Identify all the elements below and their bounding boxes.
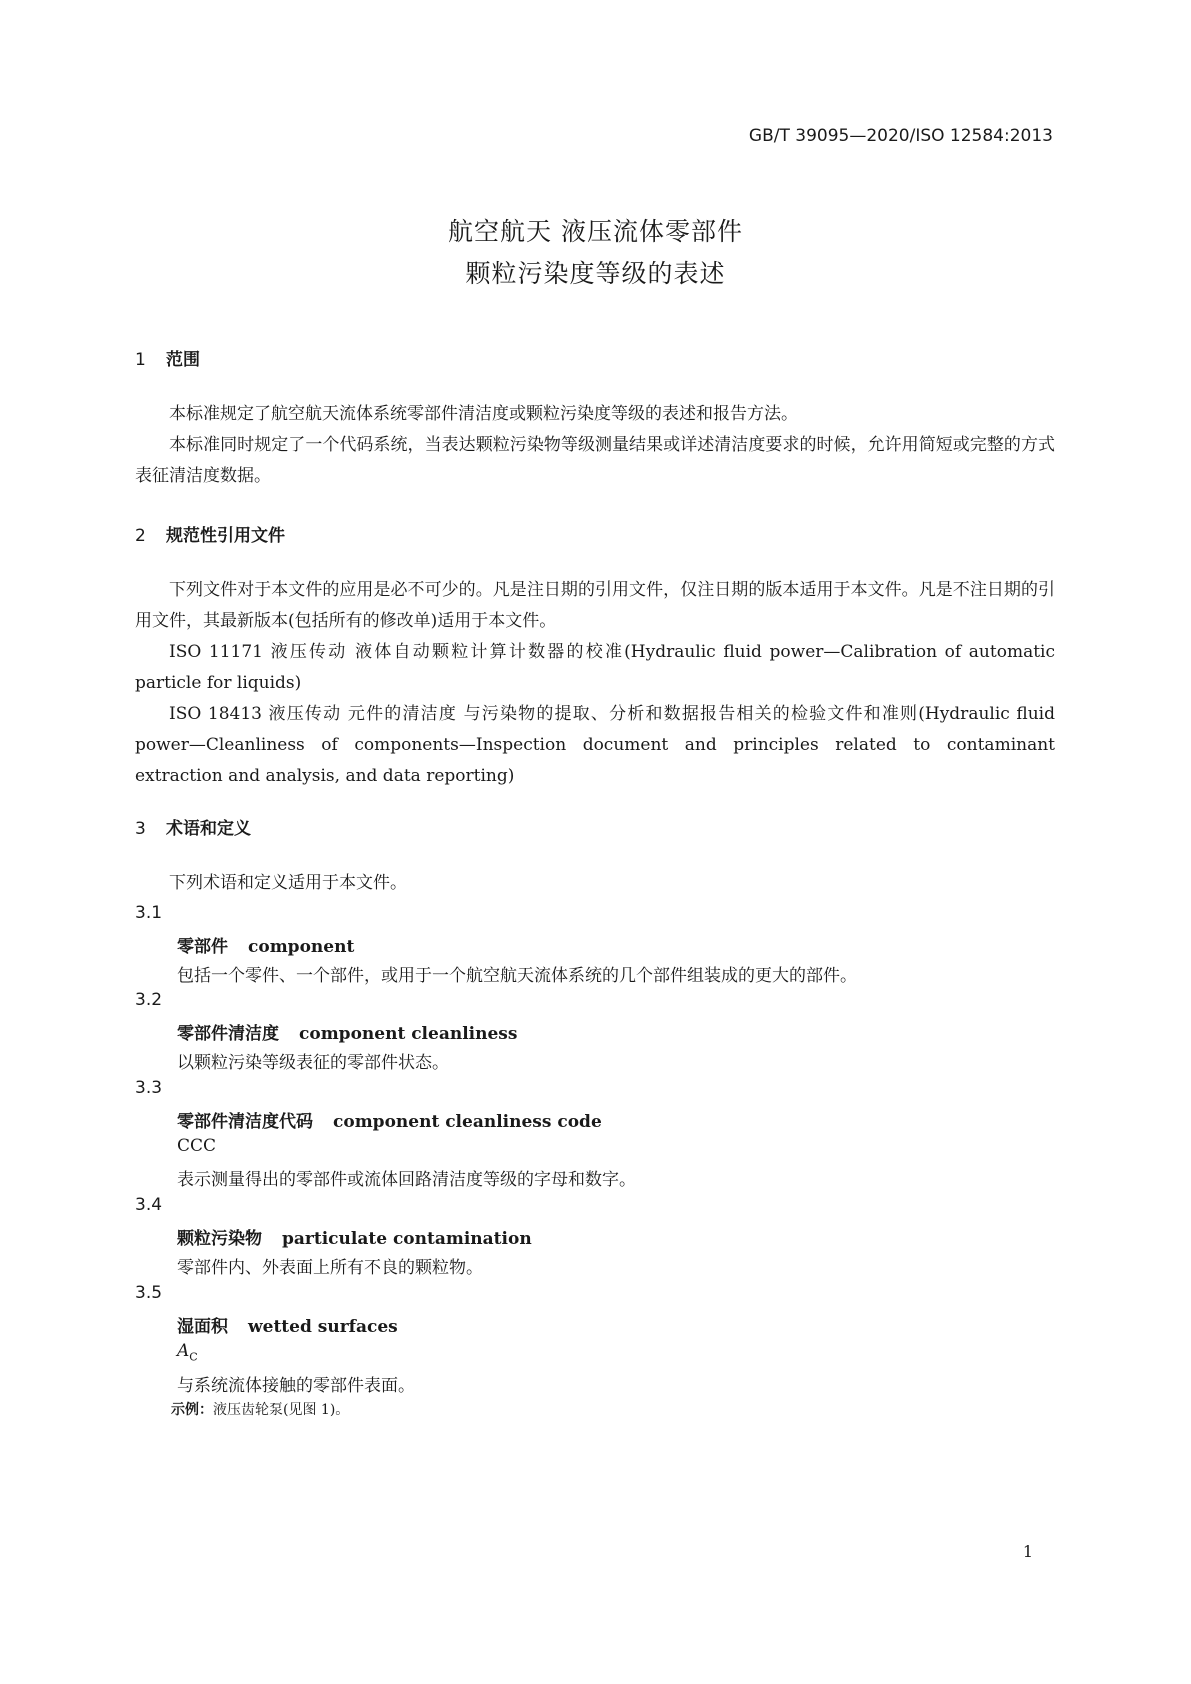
term-zh: 零部件 [177,937,228,957]
document-title-line1: 航空航天 液压流体零部件 [448,217,743,246]
reference-iso-18413: ISO 18413 液压传动 元件的清洁度 与污染物的提取、分析和数据报告相关的检验文件和准则(Hydraulic fluid power—Cleanliness of components—Inspection document and principles related to contaminant extraction and analysis, and data reporting) [135,704,1055,786]
term-en: component [248,937,355,957]
term-heading [177,932,354,957]
section-number: 3 [135,819,146,839]
term-en: component cleanliness [299,1024,518,1044]
section-3-body [135,868,1055,899]
section-2-body [135,575,1055,792]
term-number: 3.5 [135,1283,163,1303]
symbol-subscript: C [189,1350,198,1364]
term-symbol [177,1341,198,1363]
term-definition: 与系统流体接触的零部件表面。 [177,1376,415,1396]
term-zh: 零部件清洁度代码 [177,1112,313,1132]
term-en: component cleanliness code [333,1112,602,1132]
example-note [171,1399,349,1419]
section-title: 范围 [166,350,200,370]
section-3-heading [135,814,251,839]
example-label: 示例： [171,1402,213,1418]
term-heading [177,1107,602,1132]
term-en: particulate contamination [282,1229,532,1249]
term-number: 3.3 [135,1078,163,1098]
symbol-main: A [177,1341,190,1361]
term-number: 3.2 [135,990,163,1010]
example-text: 液压齿轮泵(见图 1)。 [213,1402,350,1418]
term-heading [177,1019,517,1044]
section-number: 2 [135,526,146,546]
reference-iso-11171: ISO 11171 液压传动 液体自动颗粒计算计数器的校准(Hydraulic fluid power—Calibration of automatic particle for liquids) [135,642,1055,693]
term-zh: 湿面积 [177,1317,228,1337]
term-definition: 包括一个零件、一个部件，或用于一个航空航天流体系统的几个部件组装成的更大的部件。 [177,966,857,986]
term-heading [177,1224,532,1249]
term-zh: 零部件清洁度 [177,1024,279,1044]
section-title: 术语和定义 [166,819,251,839]
term-definition: 以颗粒污染等级表征的零部件状态。 [177,1053,449,1073]
paragraph: 本标准同时规定了一个代码系统，当表达颗粒污染物等级测量结果或详述清洁度要求的时候，允许用简短或完整的方式表征清洁度数据。 [135,435,1055,486]
paragraph: 下列术语和定义适用于本文件。 [169,873,407,893]
document-title-line2: 颗粒污染度等级的表述 [465,259,726,288]
term-number: 3.4 [135,1195,163,1215]
term-definition: 零部件内、外表面上所有不良的颗粒物。 [177,1258,483,1278]
page-number: 1 [1022,1542,1033,1561]
standard-code: GB/T 39095—2020/ISO 12584:2013 [748,126,1053,146]
term-symbol: CCC [177,1136,217,1156]
paragraph: 本标准规定了航空航天流体系统零部件清洁度或颗粒污染度等级的表述和报告方法。 [169,404,798,424]
term-en: wetted surfaces [248,1317,398,1337]
section-2-heading [135,521,285,546]
term-number: 3.1 [135,903,163,923]
section-1-body [135,399,1055,492]
term-heading [177,1312,398,1337]
term-definition: 表示测量得出的零部件或流体回路清洁度等级的字母和数字。 [177,1170,636,1190]
paragraph: 下列文件对于本文件的应用是必不可少的。凡是注日期的引用文件，仅注日期的版本适用于本文件。凡是不注日期的引用文件，其最新版本(包括所有的修改单)适用于本文件。 [135,580,1055,631]
term-zh: 颗粒污染物 [177,1229,262,1249]
section-title: 规范性引用文件 [166,526,285,546]
section-number: 1 [135,350,146,370]
section-1-heading [135,345,200,370]
